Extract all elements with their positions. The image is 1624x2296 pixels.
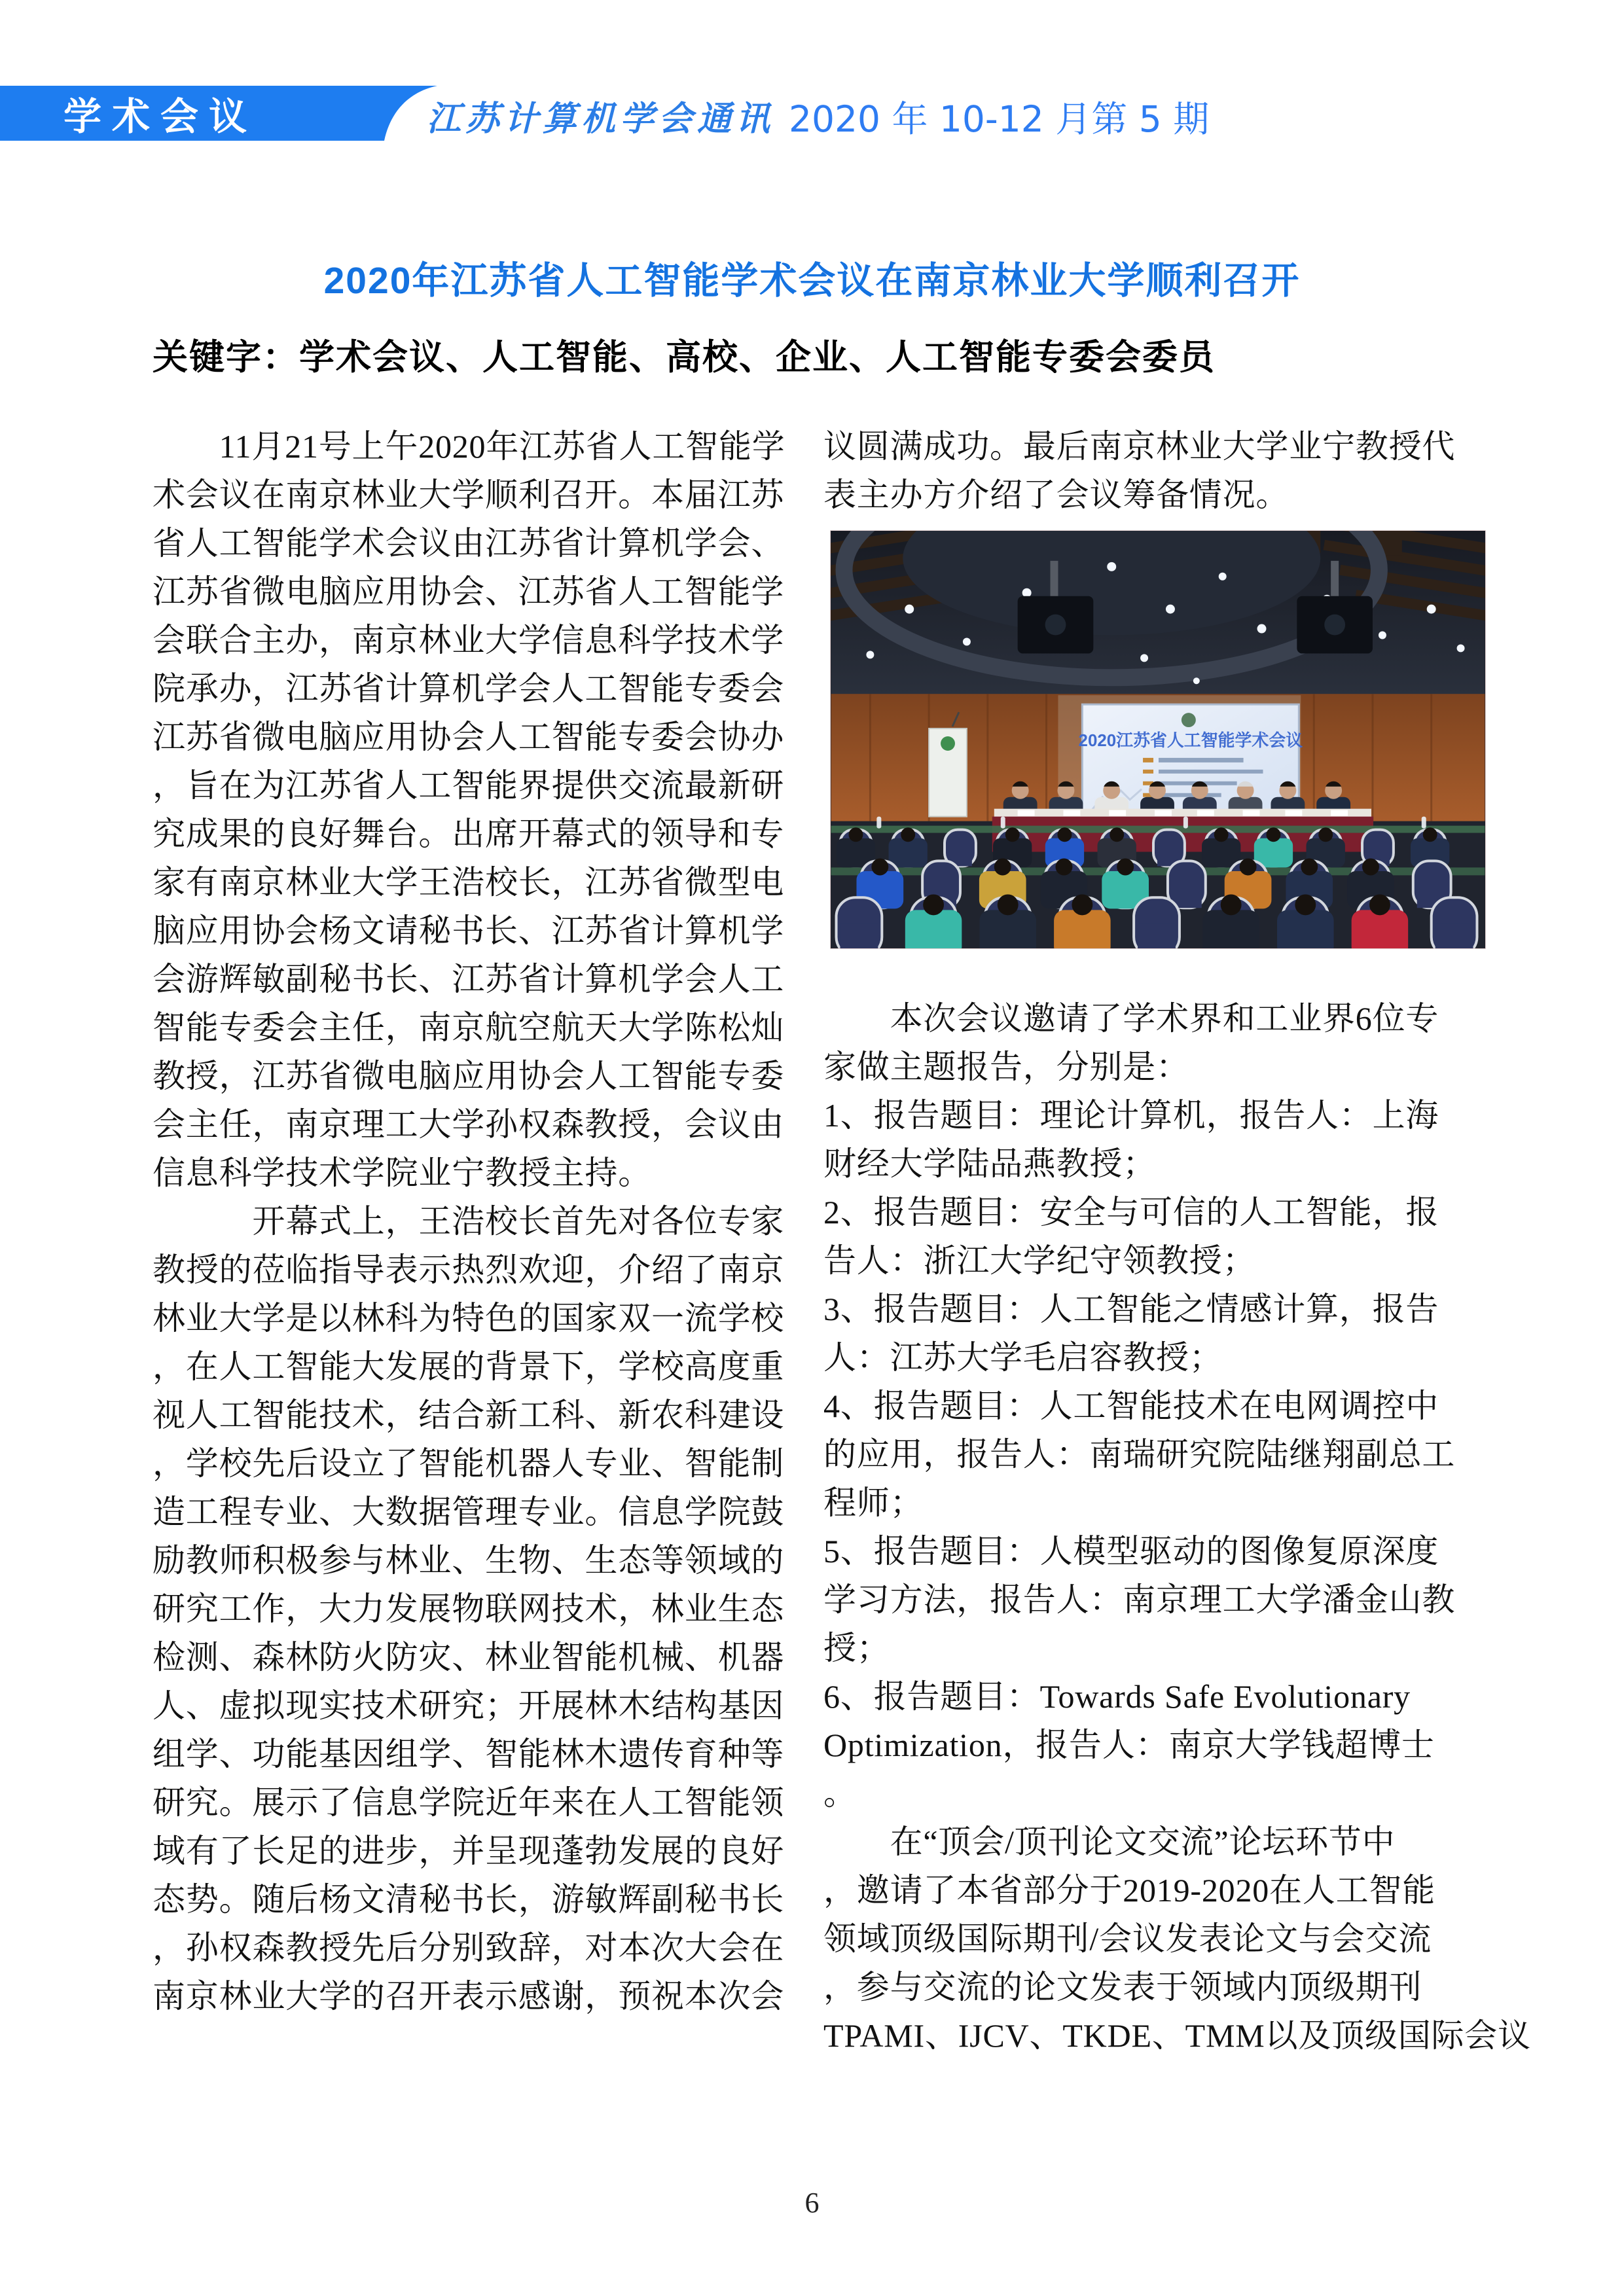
text-line: 在“顶会/顶刊论文交流”论坛环节中: [823, 1823, 1396, 1860]
text-line: 智能专委会主任，南京航空航天大学陈松灿: [153, 1009, 785, 1046]
text-line: 院承办，江苏省计算机学会人工智能专委会: [153, 670, 785, 707]
text-line: ，学校先后设立了智能机器人专业、智能制: [153, 1445, 785, 1482]
text-line: 信息科学技术学院业宁教授主持。: [153, 1155, 651, 1191]
text-line: 告人：浙江大学纪守领教授；: [823, 1242, 1256, 1279]
text-line: 究成果的良好舞台。出席开幕式的领导和专: [153, 816, 785, 852]
conference-photo-art: [831, 531, 1485, 948]
text-line: 人、虚拟现实技术研究；开展林木结构基因: [153, 1687, 785, 1724]
conference-photo: [830, 530, 1486, 949]
text-line: 财经大学陆品燕教授；: [823, 1145, 1156, 1182]
text-line: 议圆满成功。最后南京林业大学业宁教授代: [823, 428, 1456, 465]
text-line: 1、报告题目：理论计算机，报告人：上海: [823, 1097, 1439, 1134]
text-line: 3、报告题目：人工智能之情感计算，报告: [823, 1291, 1439, 1327]
section-banner-label: 学术会议: [63, 96, 257, 138]
text-line: 6、报告题目：Towards Safe Evolutionary: [823, 1678, 1411, 1715]
text-line: 开幕式上，王浩校长首先对各位专家: [153, 1203, 785, 1240]
text-line: ，邀请了本省部分于2019-2020在人工智能: [823, 1872, 1436, 1909]
text-line: 领域顶级国际期刊/会议发表论文与会交流: [823, 1920, 1432, 1957]
text-line: 会游辉敏副秘书长、江苏省计算机学会人工: [153, 961, 785, 997]
issue-label: 2020 年 10-12 月第 5 期: [789, 98, 1210, 140]
text-line: 江苏省微电脑应用协会、江苏省人工智能学: [153, 573, 785, 610]
text-line: 研究。展示了信息学院近年来在人工智能领: [153, 1784, 785, 1821]
head-table-top: [994, 809, 1371, 817]
text-line: Optimization，报告人：南京大学钱超博士: [823, 1727, 1435, 1763]
text-line: 励教师积极参与林业、生物、生态等领域的: [153, 1542, 785, 1579]
text-line: 授；: [823, 1630, 890, 1666]
university-logo: [1182, 713, 1196, 727]
text-line: 南京林业大学的召开表示感谢，预祝本次会: [153, 1978, 785, 2015]
text-line: 林业大学是以林科为特色的国家双一流学校: [153, 1300, 785, 1336]
text-line: 域有了长足的进步，并呈现蓬勃发展的良好: [153, 1833, 785, 1869]
text-line: 组学、功能基因组学、智能林木遗传育种等: [153, 1736, 785, 1772]
text-line: 11月21号上午2020年江苏省人工智能学: [153, 428, 785, 465]
text-line: TPAMI、IJCV、TKDE、TMM以及顶级国际会议: [823, 2017, 1531, 2054]
text-line: 程师；: [823, 1484, 924, 1521]
text-line: 家有南京林业大学王浩校长，江苏省微型电: [153, 864, 785, 901]
text-line: 教授，江苏省微电脑应用协会人工智能专委: [153, 1058, 785, 1094]
text-line: ，孙权森教授先后分别致辞，对本次大会在: [153, 1929, 785, 1966]
text-line: 检测、森林防火防灾、林业智能机械、机器: [153, 1639, 785, 1676]
audience: [831, 817, 1485, 948]
page-number: 6: [804, 2187, 820, 2219]
text-line: 视人工智能技术，结合新工科、新农科建设: [153, 1397, 785, 1433]
text-line: 教授的莅临指导表示热烈欢迎，介绍了南京: [153, 1251, 785, 1288]
screen-title: 2020江苏省人工智能学术会议: [1078, 731, 1303, 750]
article-title: 2020年江苏省人工智能学术会议在南京林业大学顺利召开: [323, 260, 1301, 302]
text-line: 态势。随后杨文清秘书长，游敏辉副秘书长: [153, 1881, 785, 1918]
text-line: ，在人工智能大发展的背景下，学校高度重: [153, 1348, 785, 1385]
left-column: [153, 422, 817, 2020]
text-line: 会联合主办，南京林业大学信息科学技术学: [153, 622, 785, 658]
text-line: 。: [823, 1775, 857, 1812]
newsletter-name: 江苏计算机学会通讯: [427, 99, 775, 139]
text-line: 5、报告题目：人模型驱动的图像复原深度: [823, 1533, 1439, 1570]
text-line: 学习方法，报告人：南京理工大学潘金山教: [823, 1581, 1456, 1618]
right-column-bottom: [823, 994, 1531, 2060]
text-line: 人：江苏大学毛启容教授；: [823, 1339, 1223, 1376]
text-line: 造工程专业、大数据管理专业。信息学院鼓: [153, 1494, 785, 1530]
text-line: 研究工作，大力发展物联网技术，林业生态: [153, 1590, 785, 1627]
right-column-top: [823, 422, 1488, 519]
text-line: 2、报告题目：安全与可信的人工智能，报: [823, 1194, 1439, 1230]
text-line: 脑应用协会杨文请秘书长、江苏省计算机学: [153, 912, 785, 949]
text-line: 的应用，报告人：南瑞研究院陆继翔副总工: [823, 1436, 1456, 1473]
text-line: 江苏省微电脑应用协会人工智能专委会协办: [153, 719, 785, 755]
text-line: 会主任，南京理工大学孙权森教授，会议由: [153, 1106, 785, 1143]
text-line: 本次会议邀请了学术界和工业界6位专: [823, 1000, 1439, 1037]
text-line: 表主办方介绍了会议筹备情况。: [823, 476, 1290, 513]
podium: [929, 712, 967, 817]
text-line: 省人工智能学术会议由江苏省计算机学会、: [153, 525, 785, 562]
text-line: 术会议在南京林业大学顺利召开。本届江苏: [153, 476, 785, 513]
text-line: 4、报告题目：人工智能技术在电网调控中: [823, 1388, 1439, 1424]
text-line: ，旨在为江苏省人工智能界提供交流最新研: [153, 767, 785, 804]
keywords-line: 关键字：学术会议、人工智能、高校、企业、人工智能专委会委员: [153, 338, 1216, 377]
text-line: ，参与交流的论文发表于领域内顶级期刊: [823, 1969, 1422, 2005]
text-line: 家做主题报告，分别是：: [823, 1049, 1189, 1085]
